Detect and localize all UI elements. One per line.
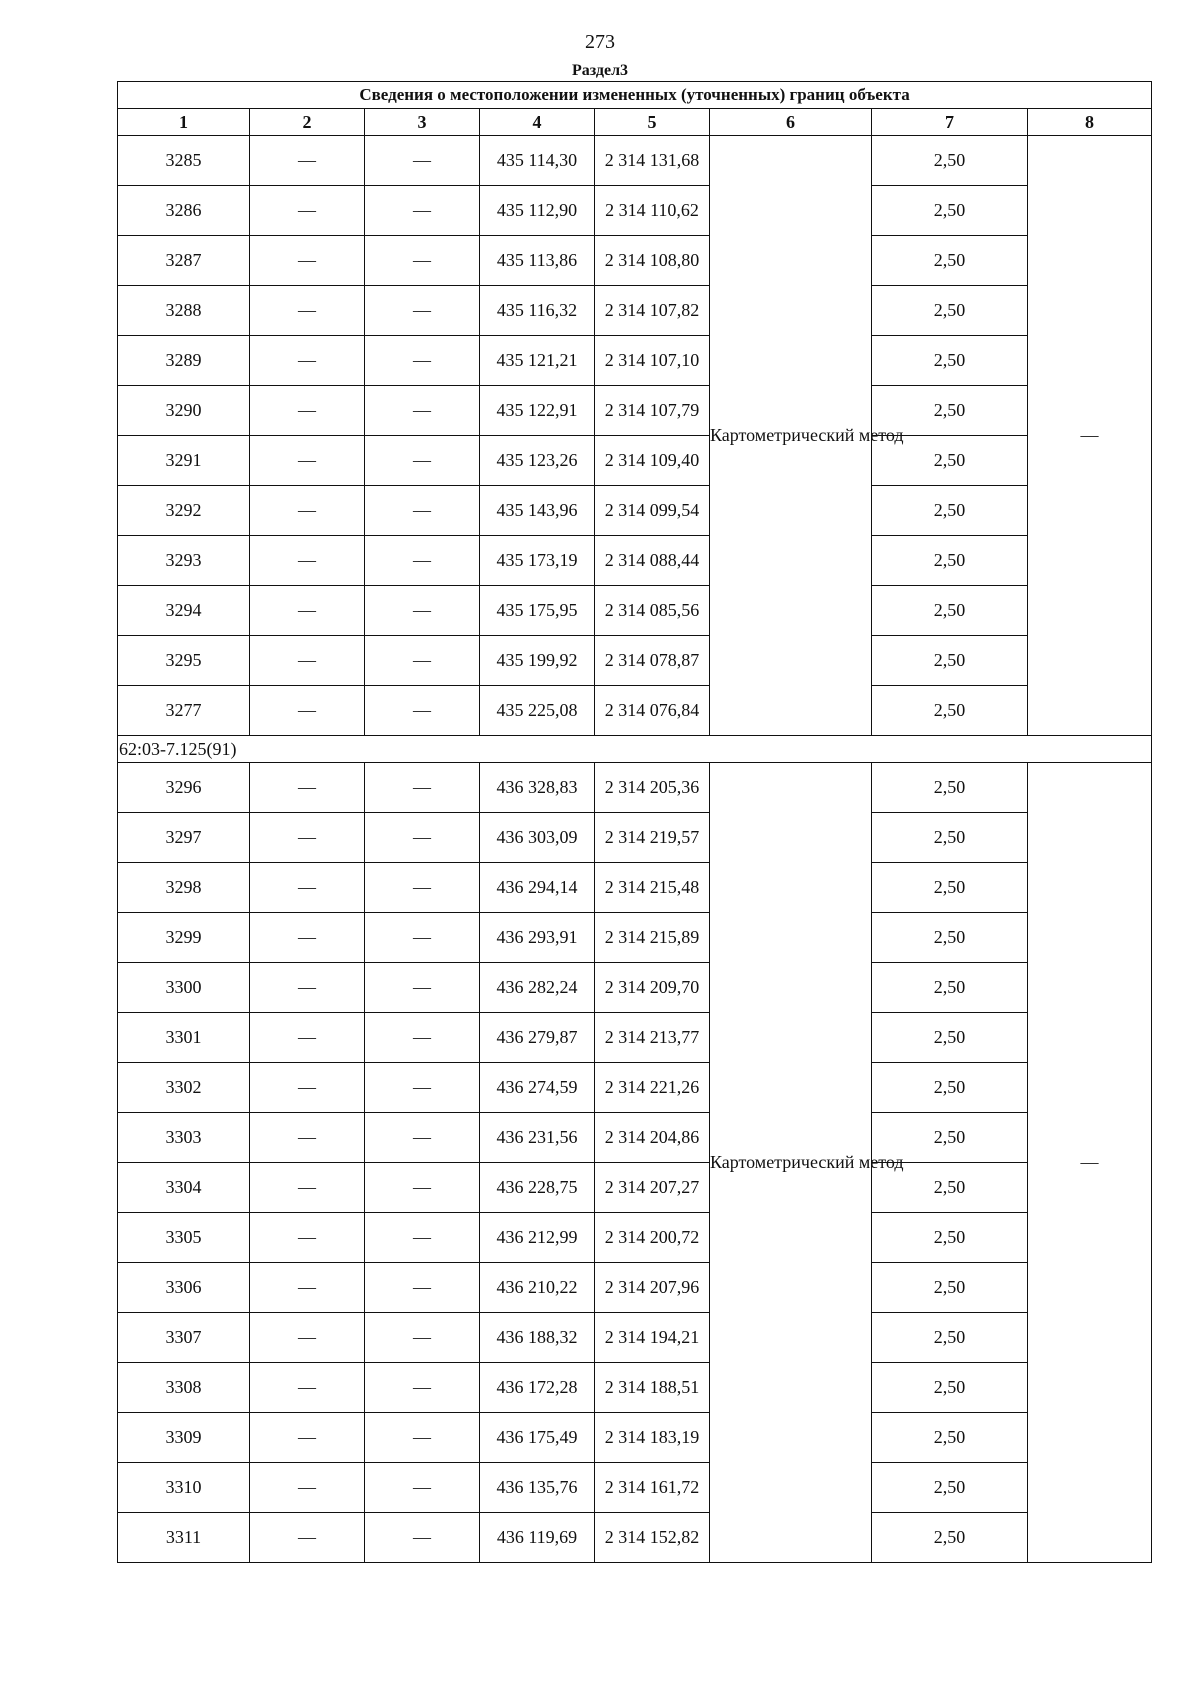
cadastral-number-label: 62:03-7.125(91) <box>118 736 1152 763</box>
point-number-cell: 3311 <box>118 1513 250 1563</box>
column-header: 3 <box>365 109 480 136</box>
column-2-cell: — <box>250 286 365 336</box>
column-2-cell: — <box>250 136 365 186</box>
coordinate-x-cell: 435 116,32 <box>480 286 595 336</box>
coordinate-y-cell: 2 314 152,82 <box>595 1513 710 1563</box>
coordinate-x-cell: 435 199,92 <box>480 636 595 686</box>
table-caption-row <box>118 82 1152 109</box>
table-row <box>118 186 1152 236</box>
column-3-cell: — <box>365 1013 480 1063</box>
boundary-coordinates-table <box>117 81 1152 1563</box>
table-row <box>118 286 1152 336</box>
point-number-cell: 3277 <box>118 686 250 736</box>
table-row <box>118 336 1152 386</box>
page-number: 273 <box>585 31 615 53</box>
coordinate-y-cell: 2 314 215,48 <box>595 863 710 913</box>
column-3-cell: — <box>365 1313 480 1363</box>
column-2-cell: — <box>250 1313 365 1363</box>
coordinate-x-cell: 436 188,32 <box>480 1313 595 1363</box>
table-row <box>118 486 1152 536</box>
table-row <box>118 1313 1152 1363</box>
column-3-cell: — <box>365 763 480 813</box>
column-2-cell: — <box>250 186 365 236</box>
column-2-cell: — <box>250 1063 365 1113</box>
column-3-cell: — <box>365 1363 480 1413</box>
coordinate-y-cell: 2 314 108,80 <box>595 236 710 286</box>
point-number-cell: 3296 <box>118 763 250 813</box>
column-2-cell: — <box>250 386 365 436</box>
point-number-cell: 3285 <box>118 136 250 186</box>
precision-cell: 2,50 <box>872 863 1028 913</box>
precision-cell: 2,50 <box>872 336 1028 386</box>
coordinate-x-cell: 435 121,21 <box>480 336 595 386</box>
column-3-cell: — <box>365 336 480 386</box>
precision-cell: 2,50 <box>872 436 1028 486</box>
coordinate-x-cell: 435 143,96 <box>480 486 595 536</box>
point-number-cell: 3305 <box>118 1213 250 1263</box>
coordinate-y-cell: 2 314 215,89 <box>595 913 710 963</box>
column-2-cell: — <box>250 336 365 386</box>
precision-cell: 2,50 <box>872 963 1028 1013</box>
precision-cell: 2,50 <box>872 1413 1028 1463</box>
point-number-cell: 3298 <box>118 863 250 913</box>
column-2-cell: — <box>250 1363 365 1413</box>
coordinate-y-cell: 2 314 076,84 <box>595 686 710 736</box>
precision-cell: 2,50 <box>872 486 1028 536</box>
column-3-cell: — <box>365 863 480 913</box>
coordinate-y-cell: 2 314 200,72 <box>595 1213 710 1263</box>
coordinate-y-cell: 2 314 207,27 <box>595 1163 710 1213</box>
column-8-cell: — <box>1028 763 1152 1563</box>
point-number-cell: 3288 <box>118 286 250 336</box>
table-row <box>118 636 1152 686</box>
precision-cell: 2,50 <box>872 1163 1028 1213</box>
coordinate-y-cell: 2 314 107,10 <box>595 336 710 386</box>
column-8-cell: — <box>1028 136 1152 736</box>
coordinate-y-cell: 2 314 207,96 <box>595 1263 710 1313</box>
column-2-cell: — <box>250 1463 365 1513</box>
table-row <box>118 763 1152 813</box>
column-3-cell: — <box>365 963 480 1013</box>
coordinate-x-cell: 436 210,22 <box>480 1263 595 1313</box>
coordinate-y-cell: 2 314 099,54 <box>595 486 710 536</box>
precision-cell: 2,50 <box>872 813 1028 863</box>
coordinate-y-cell: 2 314 110,62 <box>595 186 710 236</box>
point-number-cell: 3302 <box>118 1063 250 1113</box>
column-3-cell: — <box>365 586 480 636</box>
precision-cell: 2,50 <box>872 386 1028 436</box>
coordinate-x-cell: 436 328,83 <box>480 763 595 813</box>
coordinate-x-cell: 436 279,87 <box>480 1013 595 1063</box>
column-3-cell: — <box>365 1413 480 1463</box>
column-3-cell: — <box>365 1213 480 1263</box>
table-row <box>118 1163 1152 1213</box>
point-number-cell: 3292 <box>118 486 250 536</box>
table-row <box>118 1463 1152 1513</box>
point-number-cell: 3303 <box>118 1113 250 1163</box>
coordinate-y-cell: 2 314 109,40 <box>595 436 710 486</box>
point-number-cell: 3293 <box>118 536 250 586</box>
table-row <box>118 1413 1152 1463</box>
coordinate-y-cell: 2 314 107,82 <box>595 286 710 336</box>
precision-cell: 2,50 <box>872 1013 1028 1063</box>
table-row <box>118 586 1152 636</box>
point-number-cell: 3301 <box>118 1013 250 1063</box>
column-3-cell: — <box>365 913 480 963</box>
column-header: 4 <box>480 109 595 136</box>
table-row <box>118 386 1152 436</box>
column-3-cell: — <box>365 1513 480 1563</box>
column-3-cell: — <box>365 436 480 486</box>
coordinate-x-cell: 435 112,90 <box>480 186 595 236</box>
coordinate-y-cell: 2 314 131,68 <box>595 136 710 186</box>
precision-cell: 2,50 <box>872 136 1028 186</box>
table-row <box>118 236 1152 286</box>
column-2-cell: — <box>250 236 365 286</box>
column-2-cell: — <box>250 1263 365 1313</box>
coordinate-x-cell: 435 114,30 <box>480 136 595 186</box>
table-row <box>118 686 1152 736</box>
point-number-cell: 3297 <box>118 813 250 863</box>
column-3-cell: — <box>365 1463 480 1513</box>
column-2-cell: — <box>250 1213 365 1263</box>
table-row <box>118 1213 1152 1263</box>
table-row <box>118 813 1152 863</box>
column-3-cell: — <box>365 486 480 536</box>
coordinate-y-cell: 2 314 219,57 <box>595 813 710 863</box>
coordinate-x-cell: 436 282,24 <box>480 963 595 1013</box>
column-2-cell: — <box>250 1413 365 1463</box>
method-cell: Картометрический метод <box>710 136 872 736</box>
precision-cell: 2,50 <box>872 1063 1028 1113</box>
point-number-cell: 3309 <box>118 1413 250 1463</box>
table-row <box>118 1113 1152 1163</box>
column-2-cell: — <box>250 913 365 963</box>
point-number-cell: 3289 <box>118 336 250 386</box>
column-header-row <box>118 109 1152 136</box>
coordinate-x-cell: 436 294,14 <box>480 863 595 913</box>
column-3-cell: — <box>365 136 480 186</box>
column-2-cell: — <box>250 1163 365 1213</box>
column-header: 7 <box>872 109 1028 136</box>
table-row <box>118 136 1152 186</box>
column-2-cell: — <box>250 536 365 586</box>
column-2-cell: — <box>250 1513 365 1563</box>
point-number-cell: 3304 <box>118 1163 250 1213</box>
point-number-cell: 3306 <box>118 1263 250 1313</box>
coordinate-x-cell: 435 225,08 <box>480 686 595 736</box>
precision-cell: 2,50 <box>872 1513 1028 1563</box>
column-2-cell: — <box>250 686 365 736</box>
precision-cell: 2,50 <box>872 286 1028 336</box>
column-header: 1 <box>118 109 250 136</box>
coordinate-x-cell: 436 274,59 <box>480 1063 595 1113</box>
column-3-cell: — <box>365 1113 480 1163</box>
column-2-cell: — <box>250 586 365 636</box>
point-number-cell: 3286 <box>118 186 250 236</box>
point-number-cell: 3307 <box>118 1313 250 1363</box>
coordinate-x-cell: 435 173,19 <box>480 536 595 586</box>
column-header: 8 <box>1028 109 1152 136</box>
table-row <box>118 963 1152 1013</box>
point-number-cell: 3291 <box>118 436 250 486</box>
column-3-cell: — <box>365 686 480 736</box>
column-3-cell: — <box>365 536 480 586</box>
coordinate-x-cell: 436 119,69 <box>480 1513 595 1563</box>
column-2-cell: — <box>250 813 365 863</box>
column-3-cell: — <box>365 636 480 686</box>
precision-cell: 2,50 <box>872 913 1028 963</box>
precision-cell: 2,50 <box>872 1113 1028 1163</box>
column-3-cell: — <box>365 386 480 436</box>
point-number-cell: 3300 <box>118 963 250 1013</box>
coordinate-y-cell: 2 314 209,70 <box>595 963 710 1013</box>
precision-cell: 2,50 <box>872 1363 1028 1413</box>
coordinate-x-cell: 436 172,28 <box>480 1363 595 1413</box>
coordinate-x-cell: 436 303,09 <box>480 813 595 863</box>
column-2-cell: — <box>250 436 365 486</box>
coordinate-y-cell: 2 314 107,79 <box>595 386 710 436</box>
table-row <box>118 863 1152 913</box>
coordinate-y-cell: 2 314 085,56 <box>595 586 710 636</box>
coordinate-x-cell: 436 228,75 <box>480 1163 595 1213</box>
column-2-cell: — <box>250 763 365 813</box>
column-2-cell: — <box>250 863 365 913</box>
table-row <box>118 536 1152 586</box>
coordinate-x-cell: 435 122,91 <box>480 386 595 436</box>
coordinate-y-cell: 2 314 204,86 <box>595 1113 710 1163</box>
table-caption: Сведения о местоположении измененных (уточненных) границ объекта <box>118 82 1152 109</box>
column-header: 6 <box>710 109 872 136</box>
column-3-cell: — <box>365 286 480 336</box>
coordinate-x-cell: 435 175,95 <box>480 586 595 636</box>
precision-cell: 2,50 <box>872 636 1028 686</box>
column-3-cell: — <box>365 236 480 286</box>
section-title: Раздел3 <box>571 62 629 79</box>
point-number-cell: 3295 <box>118 636 250 686</box>
table-row <box>118 913 1152 963</box>
precision-cell: 2,50 <box>872 763 1028 813</box>
coordinate-x-cell: 436 175,49 <box>480 1413 595 1463</box>
table-row <box>118 1013 1152 1063</box>
coordinate-y-cell: 2 314 078,87 <box>595 636 710 686</box>
precision-cell: 2,50 <box>872 1463 1028 1513</box>
coordinate-y-cell: 2 314 088,44 <box>595 536 710 586</box>
coordinate-x-cell: 436 135,76 <box>480 1463 595 1513</box>
coordinate-x-cell: 435 113,86 <box>480 236 595 286</box>
point-number-cell: 3308 <box>118 1363 250 1413</box>
column-3-cell: — <box>365 1063 480 1113</box>
coordinate-x-cell: 436 293,91 <box>480 913 595 963</box>
coordinate-x-cell: 436 231,56 <box>480 1113 595 1163</box>
column-2-cell: — <box>250 636 365 686</box>
method-cell: Картометрический метод <box>710 763 872 1563</box>
precision-cell: 2,50 <box>872 686 1028 736</box>
table-body <box>118 136 1152 1563</box>
table-row <box>118 1513 1152 1563</box>
coordinate-y-cell: 2 314 161,72 <box>595 1463 710 1513</box>
coordinate-x-cell: 436 212,99 <box>480 1213 595 1263</box>
point-number-cell: 3294 <box>118 586 250 636</box>
column-3-cell: — <box>365 813 480 863</box>
coordinate-y-cell: 2 314 221,26 <box>595 1063 710 1113</box>
precision-cell: 2,50 <box>872 586 1028 636</box>
table-row <box>118 1363 1152 1413</box>
table-row <box>118 436 1152 486</box>
point-number-cell: 3299 <box>118 913 250 963</box>
cadastral-number-row <box>118 736 1152 763</box>
coordinate-y-cell: 2 314 194,21 <box>595 1313 710 1363</box>
table-row <box>118 1263 1152 1313</box>
column-3-cell: — <box>365 186 480 236</box>
precision-cell: 2,50 <box>872 1263 1028 1313</box>
column-2-cell: — <box>250 1113 365 1163</box>
point-number-cell: 3290 <box>118 386 250 436</box>
precision-cell: 2,50 <box>872 236 1028 286</box>
column-header: 5 <box>595 109 710 136</box>
point-number-cell: 3310 <box>118 1463 250 1513</box>
column-header: 2 <box>250 109 365 136</box>
column-2-cell: — <box>250 486 365 536</box>
coordinate-y-cell: 2 314 183,19 <box>595 1413 710 1463</box>
coordinate-y-cell: 2 314 205,36 <box>595 763 710 813</box>
precision-cell: 2,50 <box>872 186 1028 236</box>
column-2-cell: — <box>250 963 365 1013</box>
column-2-cell: — <box>250 1013 365 1063</box>
table-row <box>118 1063 1152 1113</box>
precision-cell: 2,50 <box>872 1313 1028 1363</box>
coordinate-x-cell: 435 123,26 <box>480 436 595 486</box>
precision-cell: 2,50 <box>872 1213 1028 1263</box>
coordinate-y-cell: 2 314 188,51 <box>595 1363 710 1413</box>
column-3-cell: — <box>365 1263 480 1313</box>
precision-cell: 2,50 <box>872 536 1028 586</box>
point-number-cell: 3287 <box>118 236 250 286</box>
column-3-cell: — <box>365 1163 480 1213</box>
coordinate-y-cell: 2 314 213,77 <box>595 1013 710 1063</box>
